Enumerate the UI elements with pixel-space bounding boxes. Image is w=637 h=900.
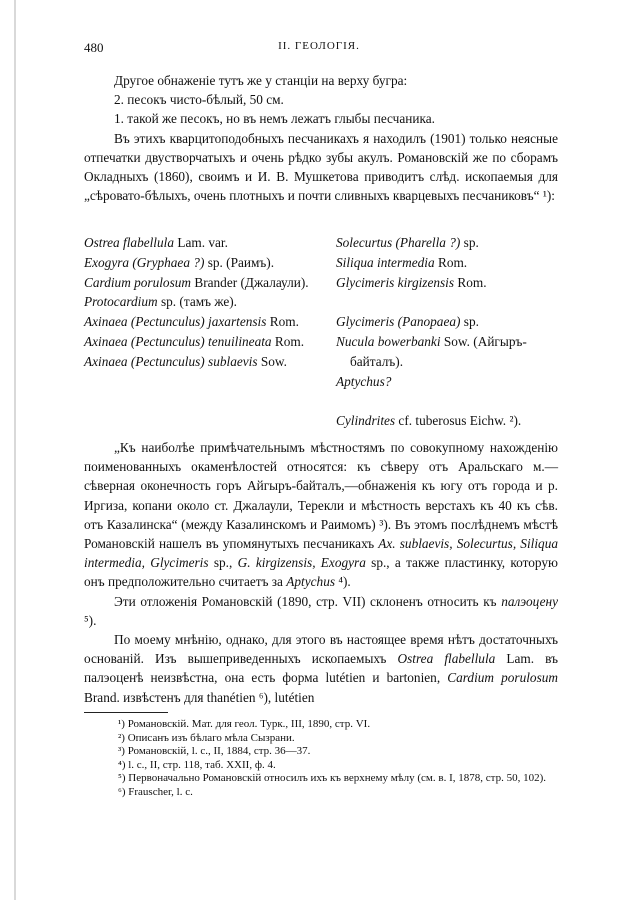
- intro-line-1: Другое обнаженіе тутъ же у станціи на верху бугра:: [114, 73, 408, 88]
- fossil-item: Solecurtus (Pharella ?) sp.: [336, 235, 479, 250]
- fossil-item: Glycimeris kirgizensis Rom.: [336, 274, 487, 290]
- fossil-item: Nucula bowerbanki Sow. (Айгыръ-байталъ).: [336, 333, 527, 369]
- fossil-item: Siliqua intermedia Rom.: [336, 254, 468, 270]
- page-number: 480: [84, 40, 104, 55]
- footnote: ⁴) l. c., II, стр. 118, таб. XXII, ф. 4.: [118, 758, 276, 771]
- body-paragraph-2: Эти отложенія Романовскій (1890, стр. VII) склоненъ относить къ палэоцену ⁵).: [84, 593, 558, 628]
- page-edge-shadow: [14, 0, 16, 900]
- fossil-column-left: [84, 233, 314, 372]
- intro-block: [84, 71, 558, 205]
- footnote: ⁶) Frauscher, l. c.: [118, 785, 193, 798]
- page-header: [84, 40, 554, 60]
- intro-line-3: 1. такой же песокъ, но въ немъ лежатъ глыбы песчаника.: [114, 111, 435, 127]
- fossil-item: Axinaea (Pectunculus) sublaevis Sow.: [84, 353, 287, 369]
- fossil-item: Glycimeris (Panopaea) sp.: [336, 314, 479, 330]
- fossil-item: Cardium porulosum Brander (Джалаули).: [84, 274, 309, 290]
- footnote: ²) Описанъ изъ бѣлаго мѣла Сызрани.: [118, 731, 295, 744]
- fossil-column-right: [336, 233, 562, 431]
- fossil-item: Protocardium sp. (тамъ же).: [84, 294, 238, 310]
- running-head: II. ГЕОЛОГІЯ.: [278, 40, 360, 52]
- body-paragraph-3: По моему мнѣнію, однако, для этого въ настоящее время нѣтъ достаточныхъ основаній. Изъ вышеприведенныхъ ископаемыхъ Ostrea flabellula Lam. въ палэоценѣ неизвѣстна, она есть форма lutétien и bartonien, Cardium porulosum Brand. извѣстенъ для thanétien ⁶), lutétien: [84, 632, 558, 705]
- intro-paragraph: Въ этихъ кварцитоподобныхъ песчаникахъ я находилъ (1901) только неясные отпечатки двустворчатыхъ и очень рѣдко зубы акулъ. Романовскій же по сборамъ Окладныхъ (1860), своимъ и И. В. Мушкетова приводитъ слѣд. ископаемыя для „сѣровато-бѣлыхъ, очень плотныхъ и почти сливныхъ кварцевыхъ песчаниковъ“ ¹):: [84, 130, 558, 204]
- fossil-item: Exogyra (Gryphaea ?) sp. (Раимъ).: [84, 254, 275, 270]
- footnote: ⁵) Первоначально Романовскій относилъ ихъ къ верхнему мѣлу (см. в. I, 1878, стр. 50, 102).: [118, 772, 546, 785]
- footnote-divider: [84, 712, 168, 713]
- fossil-item: Axinaea (Pectunculus) jaxartensis Rom.: [84, 314, 299, 330]
- body-paragraph-1: „Къ наиболѣе примѣчательнымъ мѣстностямъ по совокупному нахожденію поименованныхъ окаменѣлостей относятся: къ сѣверу отъ Аральскаго м.—сѣверная оконечность горъ Айгыръ-байталъ,—обнаженія къ югу отъ города и р. Иргиза, копани около ст. Джалаули, Терекли и мѣстность верстахъ къ 40 къ сѣв. отъ Казалинска“ (между Казалинскомъ и Раимомъ) ³). Въ этомъ послѣднемъ мѣстѣ Романовскій нашелъ въ упомянутыхъ песчаникахъ Ax. sublaevis, Solecurtus, Siliqua intermedia, Glycimeris sp., G. kirgizensis, Exogyra sp., а также пластинку, которую онъ предположительно считаетъ за Aptychus ⁴).: [84, 440, 558, 590]
- fossil-item: Aptychus?: [336, 373, 392, 389]
- footnotes: [84, 718, 558, 800]
- fossil-item: Ostrea flabellula Lam. var.: [84, 235, 228, 250]
- footnote: ³) Романовскій, l. c., II, 1884, стр. 36—37.: [118, 745, 311, 758]
- body-block: [84, 438, 558, 707]
- fossil-item: Axinaea (Pectunculus) tenuilineata Rom.: [84, 333, 305, 349]
- footnote: ¹) Романовскій. Мат. для геол. Турк., III, 1890, стр. VI.: [118, 718, 371, 730]
- fossil-item: Cylindrites cf. tuberosus Eichw. ²).: [336, 413, 522, 429]
- intro-line-2: 2. песокъ чисто-бѣлый, 50 см.: [114, 92, 284, 108]
